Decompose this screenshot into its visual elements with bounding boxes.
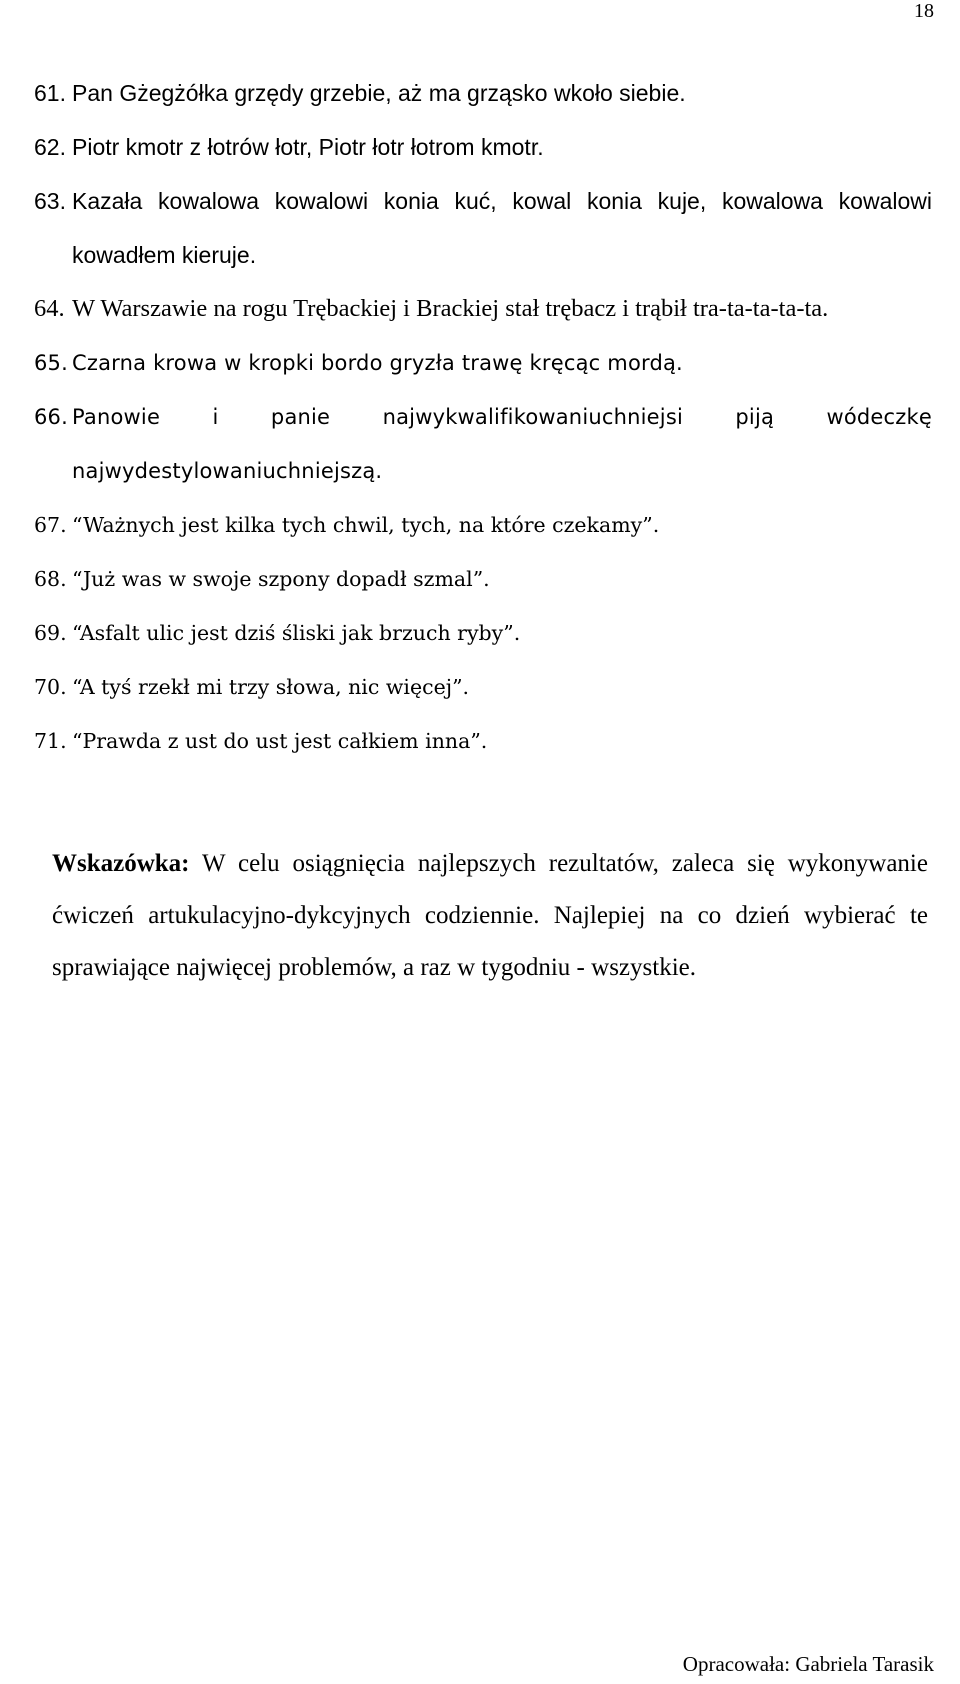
item-number: 66.: [34, 405, 68, 429]
quote-open: “: [72, 675, 80, 699]
item-text: [72, 552, 932, 606]
quote-close: ”.: [472, 567, 490, 591]
quote-close: ”.: [452, 675, 470, 699]
list-item: [34, 660, 932, 714]
quote-close: ”.: [503, 621, 521, 645]
item-number: 65.: [34, 351, 68, 375]
item-number: 70.: [34, 675, 67, 699]
item-text: [72, 714, 932, 768]
quote-text: Asfalt ulic jest dziś śliski jak brzuch ryby: [79, 621, 504, 645]
list-item: [34, 66, 932, 120]
item-text: Panowie i panie najwykwalifikowaniuchniejsi piją wódeczkę najwydestylowaniuchniejszą.: [72, 405, 932, 483]
list-item: [34, 336, 932, 390]
item-text: Piotr kmotr z łotrów łotr, Piotr łotr łotrom kmotr.: [72, 134, 544, 160]
hint-paragraph: [52, 838, 928, 994]
hint-label: Wskazówka:: [52, 850, 190, 877]
quote-text: Już was w swoje szpony dopadł szmal: [82, 567, 473, 591]
quote-open: “: [72, 513, 84, 537]
quote-close: ”.: [470, 729, 488, 753]
item-text: Pan Gżegżółka grzędy grzebie, aż ma grząsko wkoło siebie.: [72, 80, 686, 106]
footer-credit: Opracowała: Gabriela Tarasik: [682, 1652, 934, 1676]
quote-text: Ważnych jest kilka tych chwil, tych, na które czekamy: [83, 513, 643, 537]
item-text: [72, 498, 932, 552]
item-number: 67.: [34, 513, 67, 537]
item-number: 69.: [34, 621, 67, 645]
quote-open: “: [72, 621, 80, 645]
quote-close: ”.: [642, 513, 660, 537]
list-item: [34, 390, 932, 498]
item-number: 64.: [34, 295, 65, 322]
list-item: [34, 498, 932, 552]
list-item: [34, 714, 932, 768]
quote-open: “: [72, 567, 83, 591]
tongue-twister-list: [34, 66, 932, 768]
list-item: [34, 552, 932, 606]
list-item: [34, 606, 932, 660]
hint-text: W celu osiągnięcia najlepszych rezultatów, zaleca się wykonywanie ćwiczeń artukulacyjno-dykcyjnych codziennie. Najlepiej na co dzień wybierać te sprawiające najwięcej problemów, a raz w tygodniu - wszystkie.: [52, 850, 928, 981]
page-number: 18: [914, 0, 934, 22]
item-text: Czarna krowa w kropki bordo gryzła trawę kręcąc mordą.: [72, 351, 683, 375]
quote-open: “: [72, 729, 83, 753]
list-item: [34, 120, 932, 174]
list-item: [34, 282, 932, 336]
item-text: Kazała kowalowa kowalowi konia kuć, kowal konia kuje, kowalowa kowalowi kowadłem kieruje.: [72, 188, 932, 268]
quote-text: Prawda z ust do ust jest całkiem inna: [82, 729, 471, 753]
item-text: [72, 660, 932, 714]
item-number: 62.: [34, 134, 66, 160]
item-number: 71.: [34, 729, 67, 753]
list-item: [34, 174, 932, 282]
item-number: 61.: [34, 80, 66, 106]
item-number: 68.: [34, 567, 67, 591]
item-number: 63.: [34, 188, 66, 214]
item-text: [72, 606, 932, 660]
quote-text: A tyś rzekł mi trzy słowa, nic więcej: [79, 675, 453, 699]
item-text: W Warszawie na rogu Trębackiej i Brackiej stał trębacz i trąbił tra-ta-ta-ta-ta.: [72, 295, 829, 322]
